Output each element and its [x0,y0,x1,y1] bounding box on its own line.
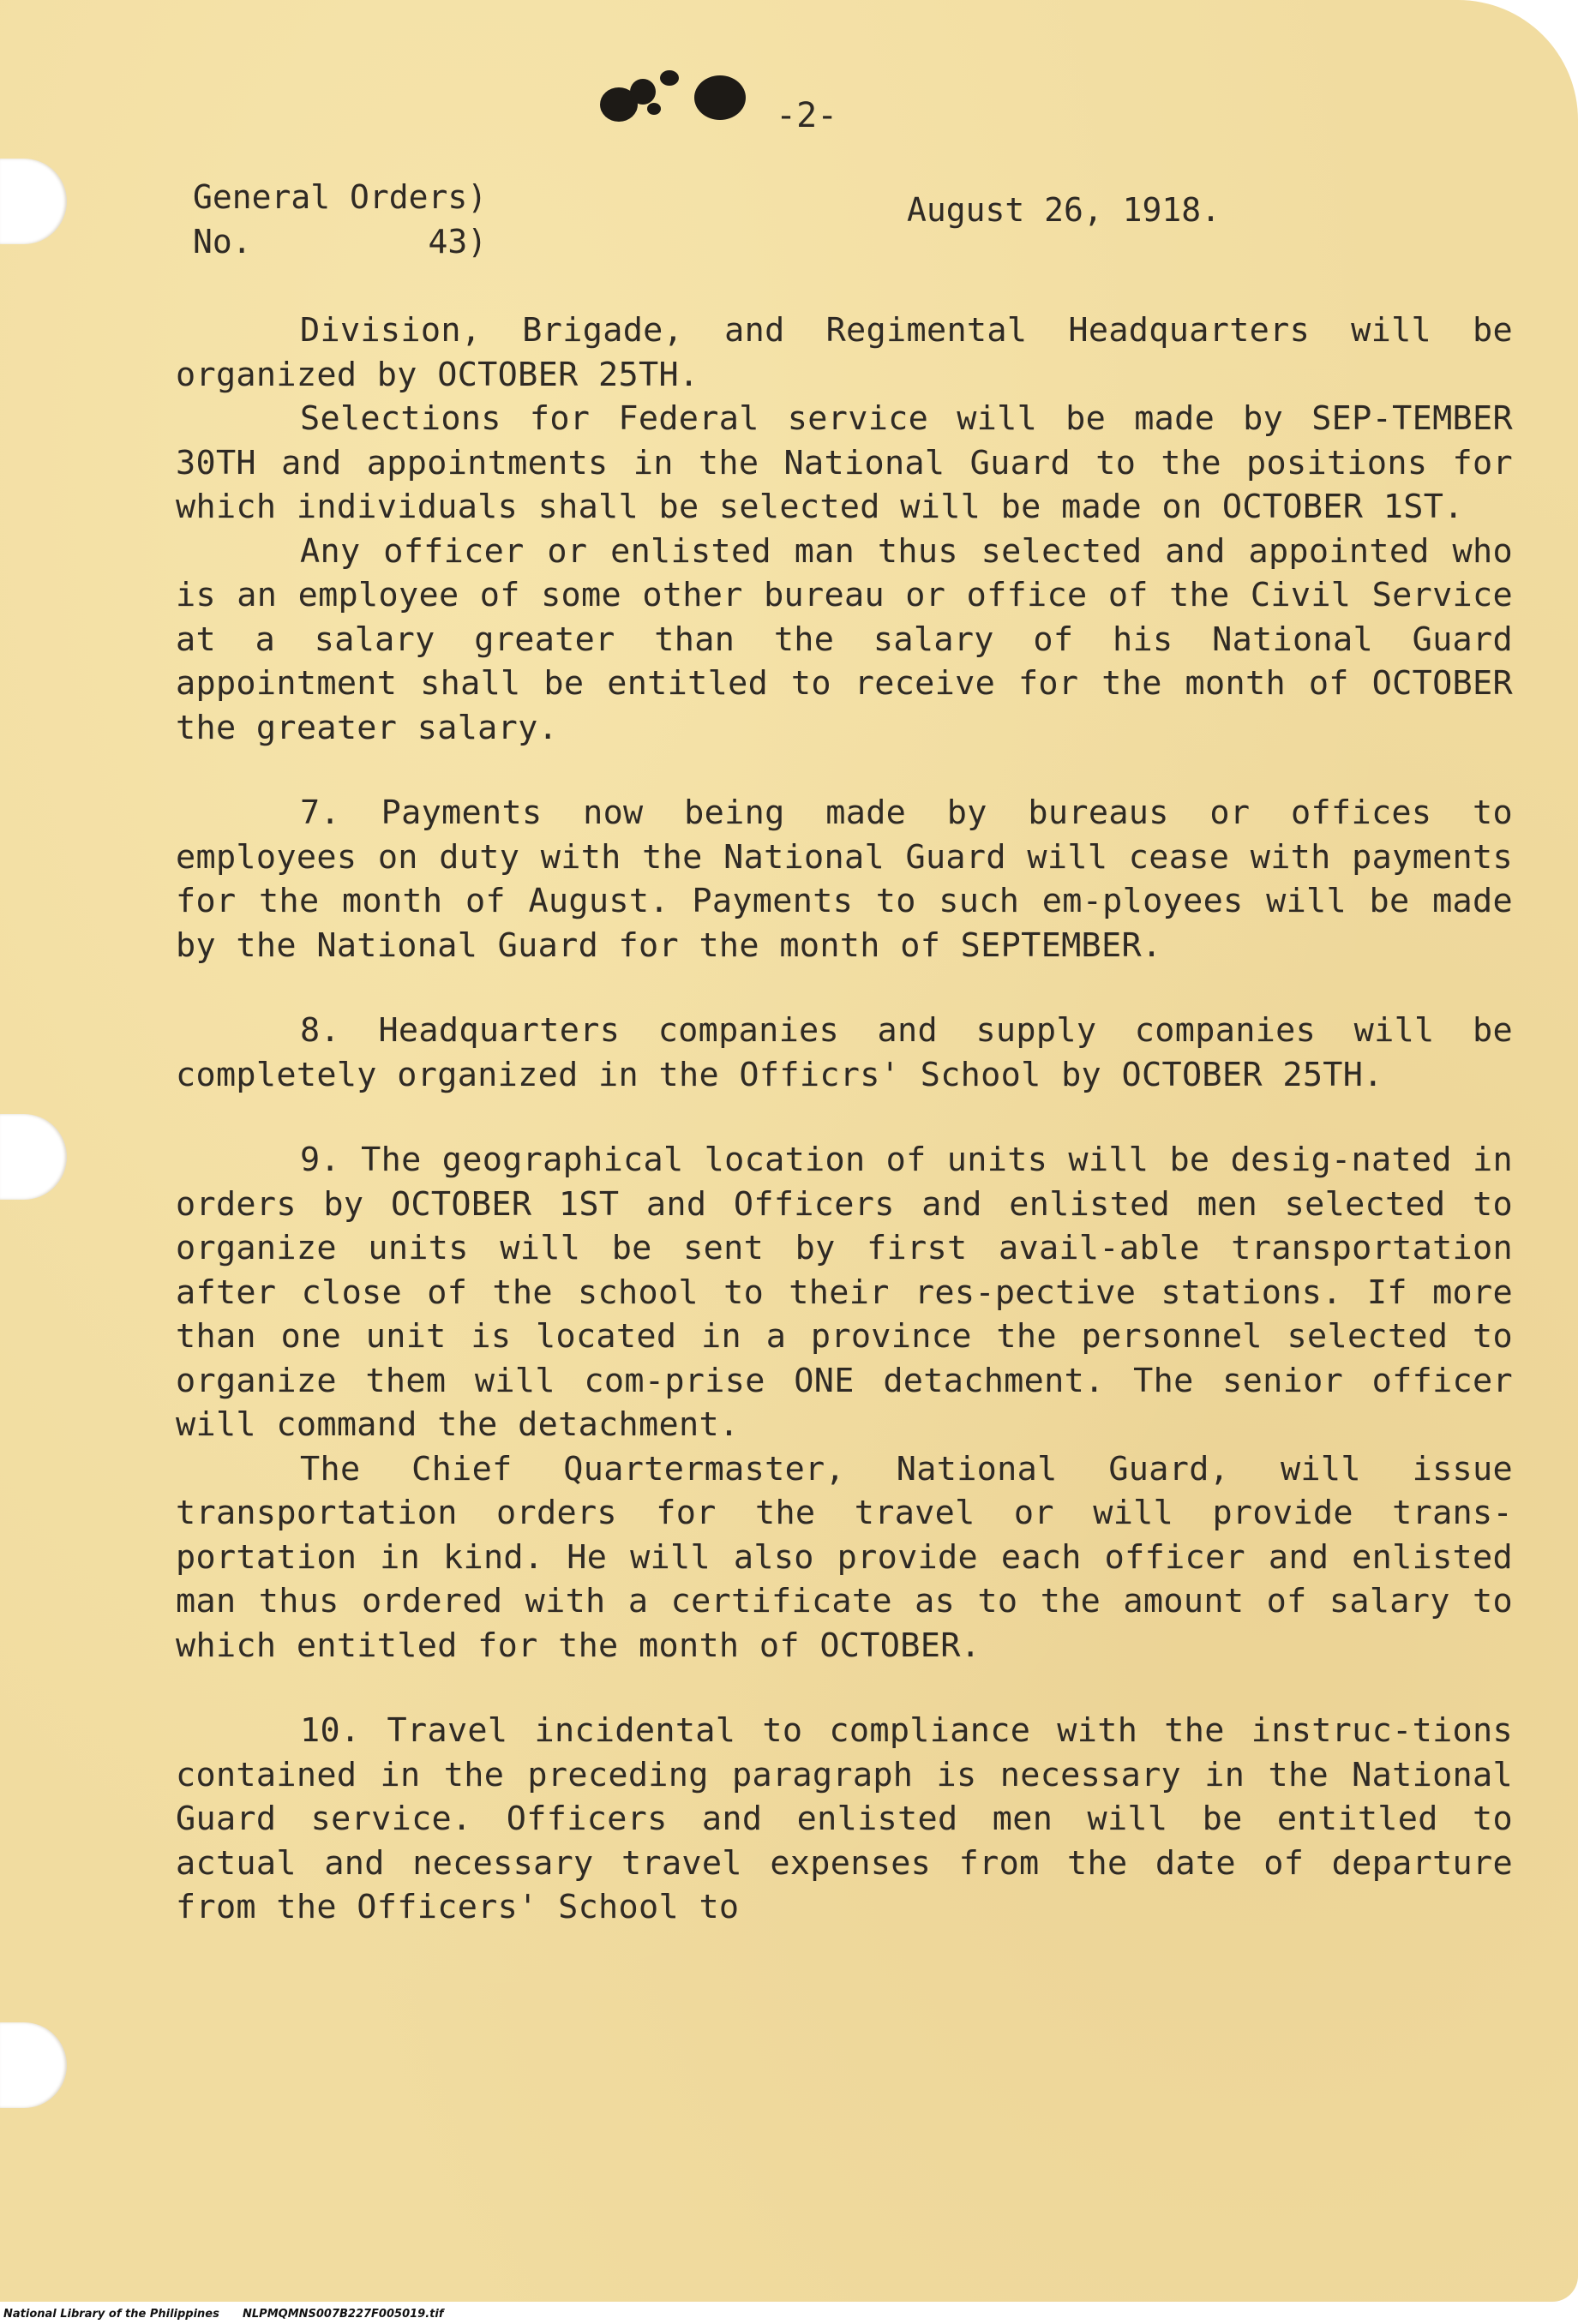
page-number: -2- [776,96,838,135]
punch-hole-bottom [0,2022,67,2108]
punch-hole-middle [0,1114,67,1200]
general-orders-label: General Orders) [193,178,488,216]
paragraph-10-travel: 10. Travel incidental to compliance with the instruc-tions contained in the preceding paragraph is necessary in the National Guard service. Officers and enlisted men will be entitled to actual and necessary travel expenses from the date of departure from the Officers' School to [176,1711,1513,1926]
paragraph-headquarters-organization: Division, Brigade, and Regimental Headquarters will be organized by OCTOBER 25TH. [176,311,1513,394]
paragraph-8-companies: 8. Headquarters companies and supply companies will be completely organized in the Officrs' School by OCTOBER 25TH. [176,1011,1513,1094]
file-id: NLPMQMNS007B227F005019.tif [243,2308,444,2321]
document-date: August 26, 1918. [907,191,1221,229]
archive-footer [0,2305,1578,2324]
paragraph-quartermaster: The Chief Quartermaster, National Guard, will issue transportation orders for the travel or will provide trans-portation in kind. He will also provide each officer and enlisted man thus ordered with a certificate as to the amount of salary to which entitled for the month of OCTOBER. [176,1449,1513,1665]
paragraph-salary-entitlement: Any officer or enlisted man thus selected and appointed who is an employee of some other bureau or office of the Civil Service at a salary greater than the salary of his National Guard appointment shall be entitled to receive for the month of OCTOBER the greater salary. [176,531,1513,747]
paragraph-7-payments: 7. Payments now being made by bureaus or offices to employees on duty with the National Guard will cease with payments for the month of August. Payments to such em-ployees will be made by the National Guard for the month of SEPTEMBER. [176,794,1513,965]
order-number: No. 43) [193,223,488,261]
document-body [176,308,1513,1930]
punch-hole-top [0,159,67,244]
archive-name: National Library of the Philippines [3,2308,219,2321]
paragraph-9-locations: 9. The geographical location of units will be desig-nated in orders by OCTOBER 1ST and Officers and enlisted men selected to organize units will be sent by first avail-able transportation after close of the school to their res-pective stations. If more than one unit is located in a province the personnel selected to organize them will com-prise ONE detachment. The senior officer will command the detachment. [176,1141,1513,1444]
paragraph-federal-selections: Selections for Federal service will be made by SEP-TEMBER 30TH and appointments in the National Guard to the positions for which individuals shall be selected will be made on OCTOBER 1ST. [176,399,1513,526]
